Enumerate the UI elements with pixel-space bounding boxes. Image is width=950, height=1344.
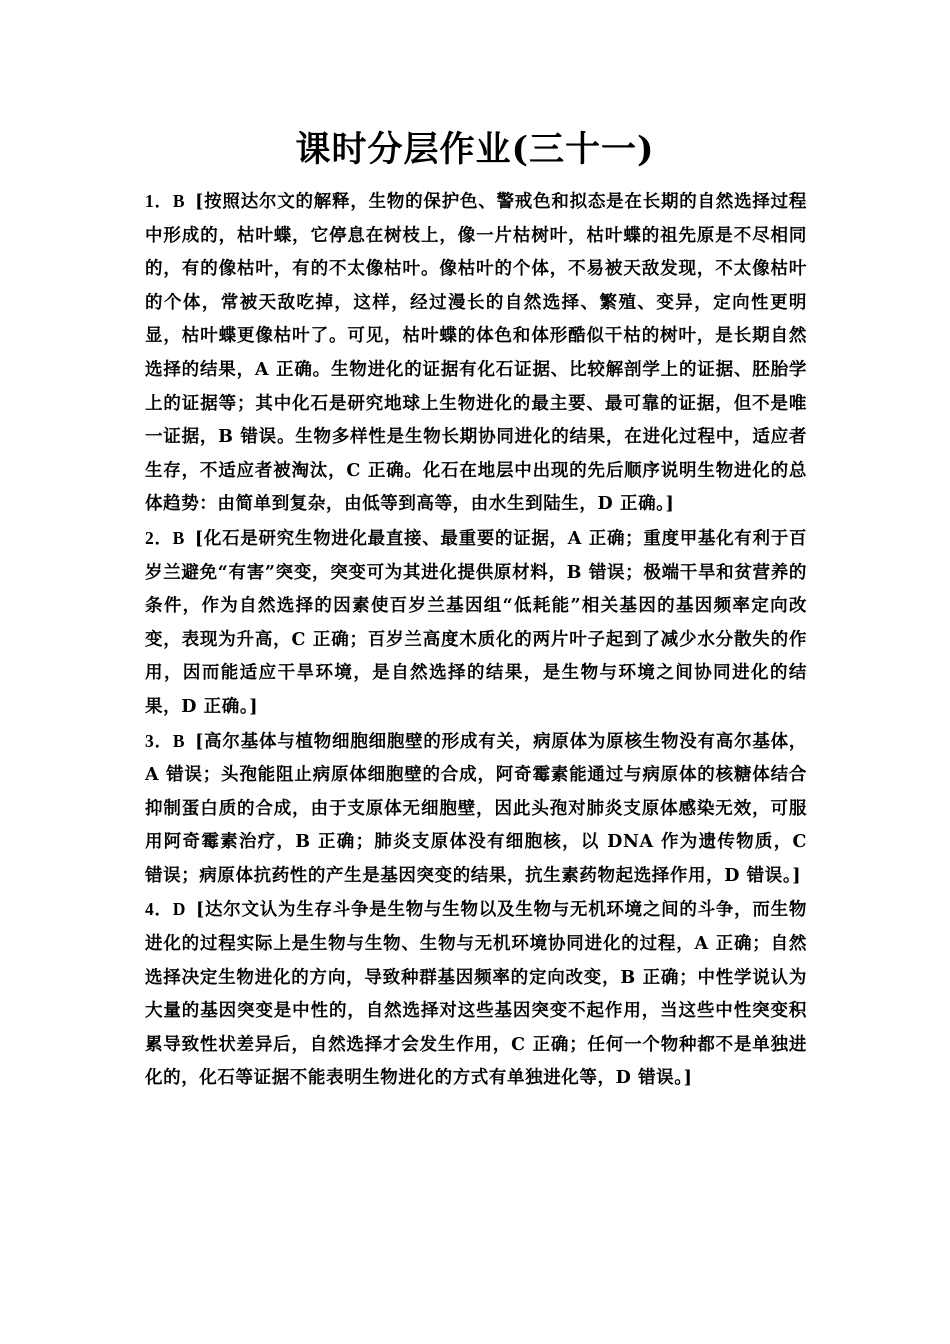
question-number: 4． [145,899,173,920]
answer-choice: D [172,899,186,920]
answer-explanation: [化石是研究生物进化最直接、最重要的证据，A 正确；重度甲基化有利于百岁兰避免“有害”突变，突变可为其进化提供原材料，B 错误；极端干旱和贫营养的条件，作为自然选择的因素使百岁兰基因组“低耗能”相关基因的基因频率定向改变，表现为升高，C 正确；百岁兰高度木质化的两片叶子起到了减少水分散失的作用，因而能适应干旱环境，是自然选择的结果，是生物与环境之间协同进化的结果，D 正确。] [145,528,807,717]
answer-explanation: [高尔基体与植物细胞细胞壁的形成有关，病原体为原核生物没有高尔基体，A 错误；头孢能阻止病原体细胞壁的合成，阿奇霉素能通过与病原体的核糖体结合抑制蛋白质的合成，由于支原体无细胞壁，因此头孢对肺炎支原体感染无效，可服用阿奇霉素治疗，B 正确；肺炎支原体没有细胞核，以 DNA 作为遗传物质，C 错误；病原体抗药性的产生是基因突变的结果，抗生素药物起选择作用，D 错误。] [145,731,808,886]
answer-item-4 [145,893,807,1096]
answer-explanation: [按照达尔文的解释，生物的保护色、警戒色和拟态是在长期的自然选择过程中形成的，枯叶蝶，它停息在树枝上，像一片枯树叶，枯叶蝶的祖先原是不尽相同的，有的像枯叶，有的不太像枯叶。像枯叶的个体，不易被天敌发现，不太像枯叶的个体，常被天敌吃掉，这样，经过漫长的自然选择、繁殖、变异，定向性更明显，枯叶蝶更像枯叶了。可见，枯叶蝶的体色和体形酷似干枯的树叶，是长期自然选择的结果，A 正确。生物进化的证据有化石证据、比较解剖学上的证据、胚胎学上的证据等；其中化石是研究地球上生物进化的最主要、最可靠的证据，但不是唯一证据，B 错误。生物多样性是生物长期协同进化的结果，在进化过程中，适应者生存，不适应者被淘汰，C 正确。化石在地层中出现的先后顺序说明生物进化的总体趋势：由简单到复杂，由低等到高等，由水生到陆生，D 正确。] [145,192,808,515]
question-number: 1． [145,191,173,211]
question-number: 2． [145,527,173,548]
question-number: 3． [145,730,173,751]
answer-choice: B [172,191,186,211]
answer-choice: B [172,527,185,548]
answer-explanation: [达尔文认为生存斗争是生物与生物以及生物与无机环境之间的斗争，而生物进化的过程实际上是生物与生物、生物与无机环境协同进化的过程，A 正确；自然选择决定生物进化的方向，导致种群基因频率的定向改变，B 正确；中性学说认为大量的基因突变是中性的，自然选择对这些基因突变不起作用，当这些中性突变积累导致性状差异后，自然选择才会发生作用，C 正确；任何一个物种都不是单独进化的，化石等证据不能表明生物进化的方式有单独进化等，D 错误。] [145,900,807,1089]
answer-item-2 [145,522,807,725]
answer-choice: B [172,730,186,751]
answer-list [145,185,807,1096]
answer-item-1 [145,185,807,522]
page-title: 课时分层作业(三十一) [295,129,655,170]
answer-item-3 [145,725,807,894]
